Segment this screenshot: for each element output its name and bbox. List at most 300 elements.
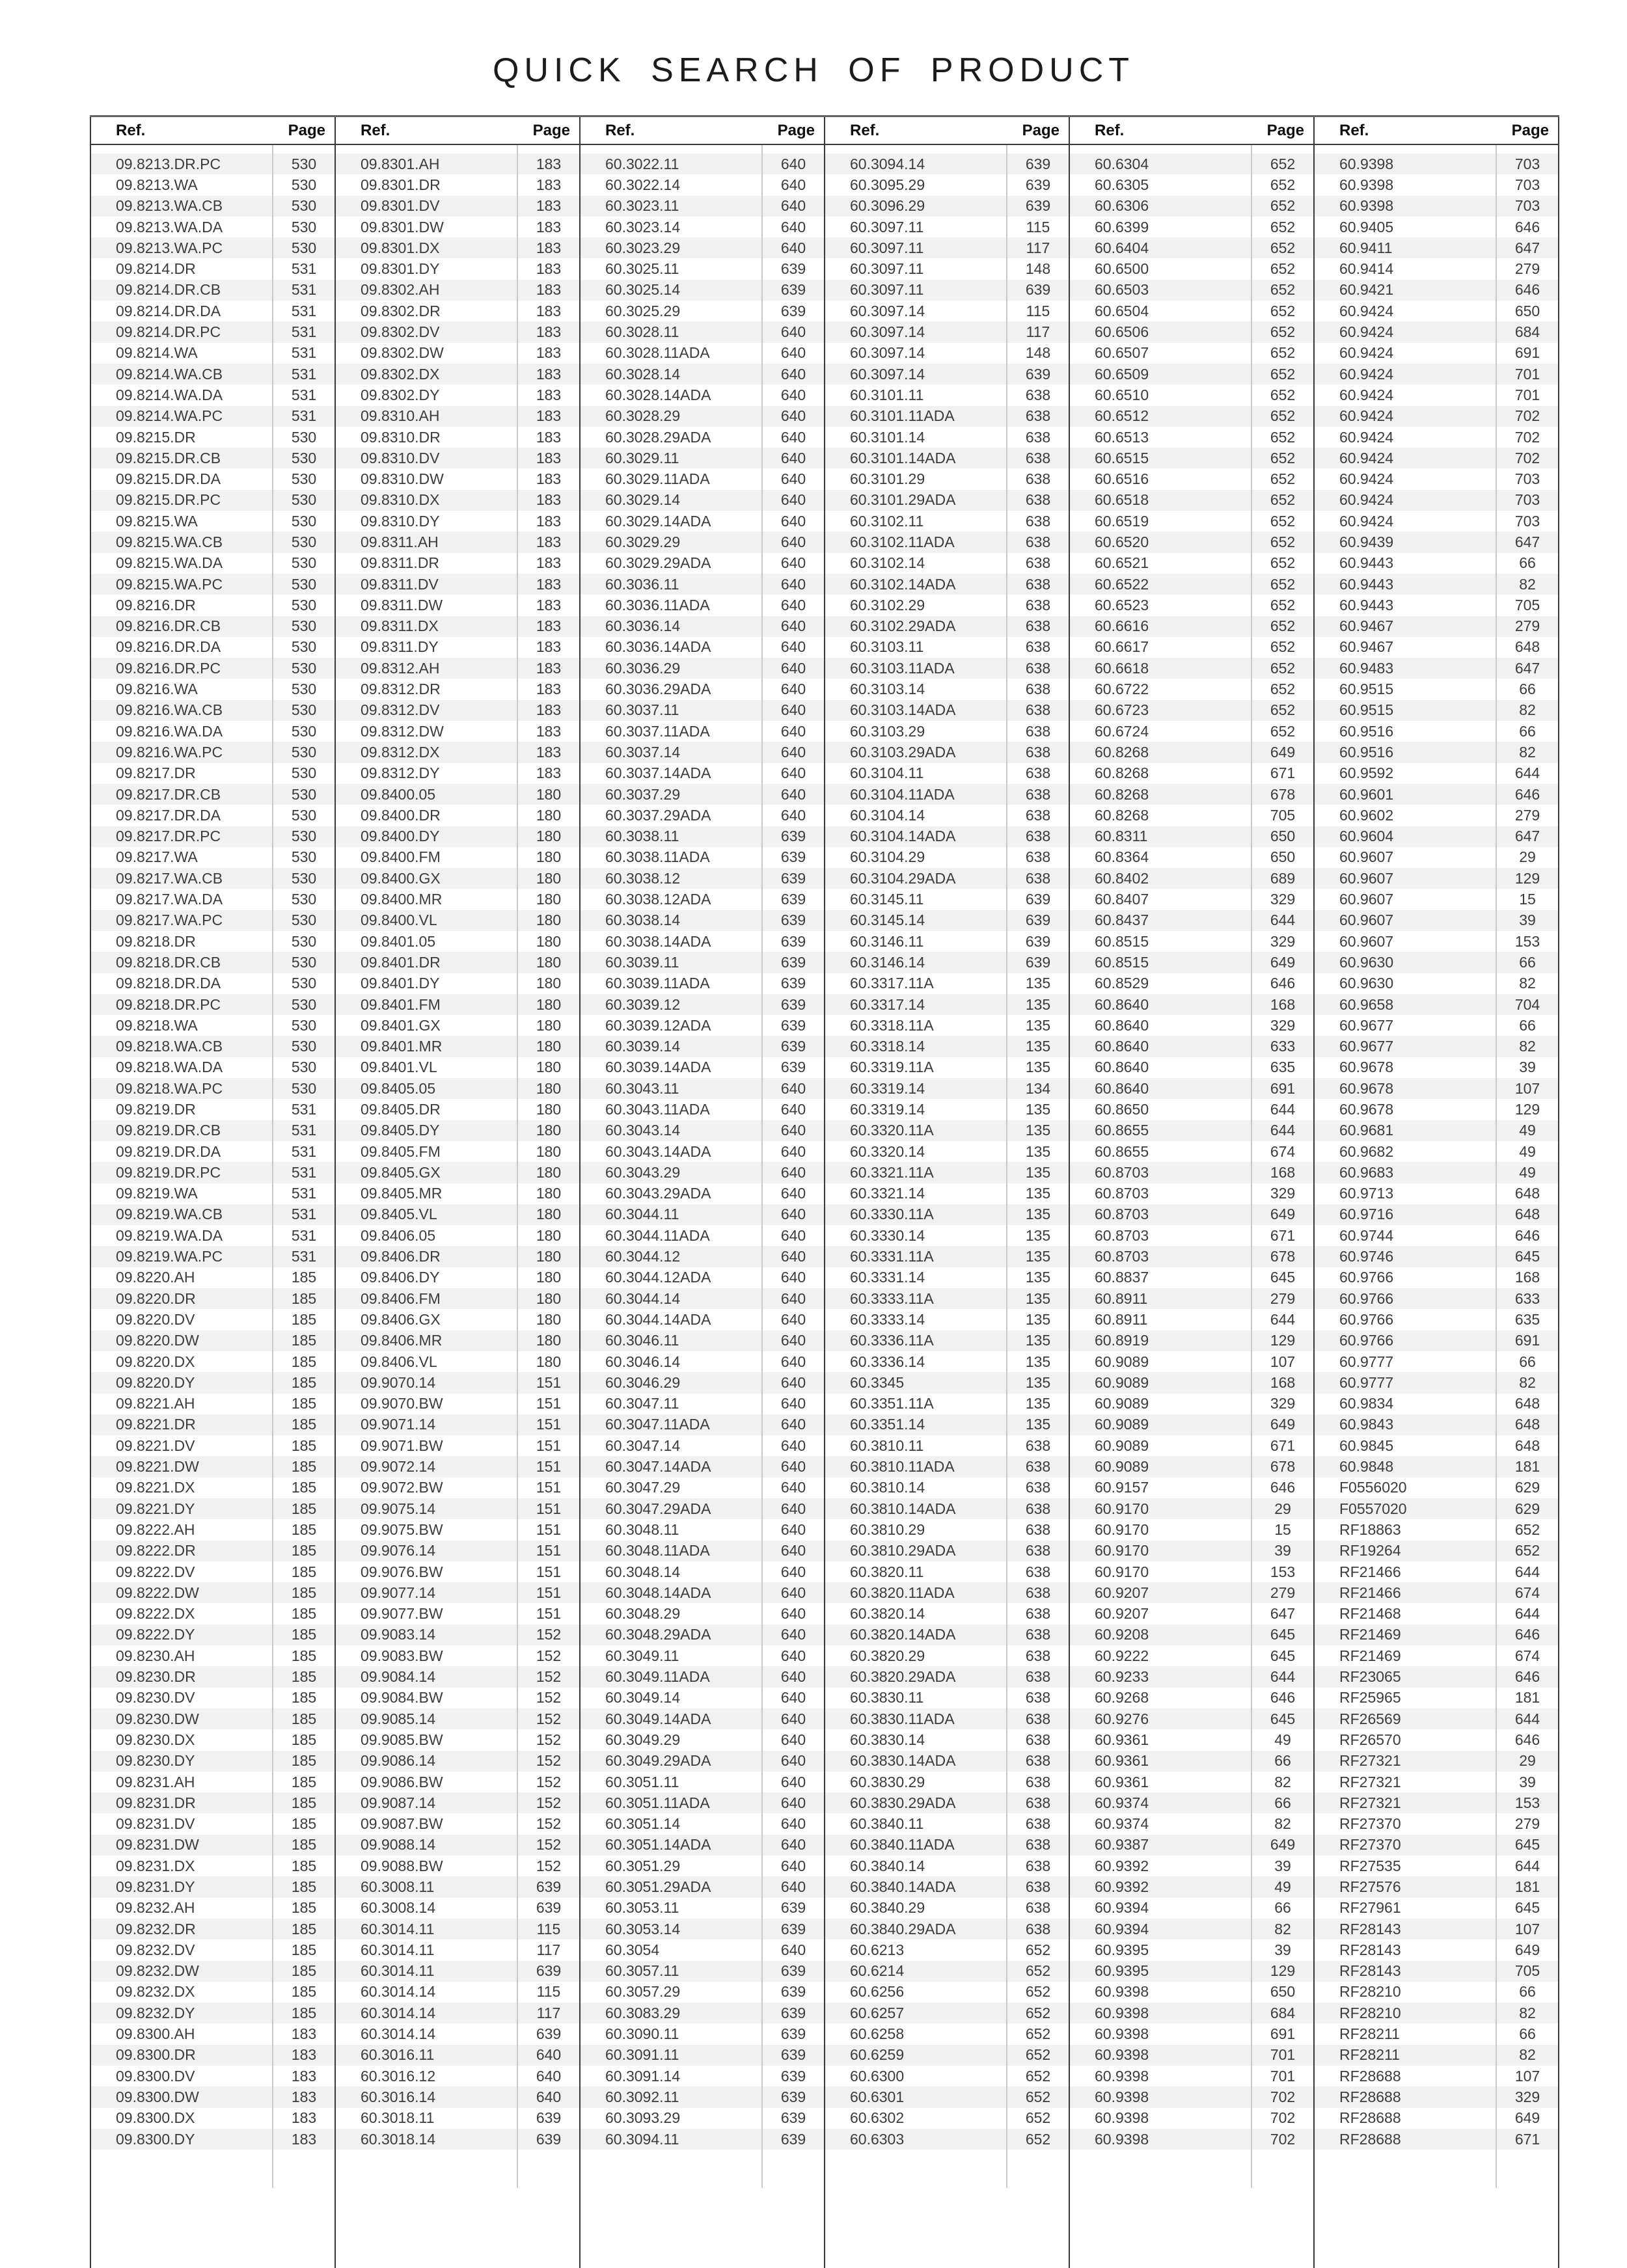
table-row: [1315, 1204, 1558, 1225]
page-cell: 639: [780, 911, 806, 929]
ref-cell: 09.8405.05: [361, 1079, 436, 1097]
table-row: [1070, 1876, 1313, 1897]
ref-cell: 09.8310.DV: [361, 449, 440, 466]
page-cell: 639: [780, 2025, 806, 2043]
ref-cell: RF18863: [1339, 1520, 1401, 1538]
page-cell: 168: [1514, 1269, 1540, 1286]
ref-cell: 60.3046.11: [605, 1332, 679, 1349]
page-cell: 640: [780, 218, 806, 236]
page-cell: 530: [291, 617, 317, 635]
table-row: [336, 784, 579, 805]
ref-cell: 09.9075.14: [361, 1500, 436, 1517]
table-row: [1315, 2066, 1558, 2086]
table-row: [336, 1645, 579, 1666]
ref-cell: 60.3333.11A: [850, 1289, 934, 1307]
table-row: [91, 973, 335, 994]
table-row: [336, 1015, 579, 1036]
ref-cell: 60.6519: [1095, 512, 1149, 530]
ref-cell: 60.9398: [1339, 197, 1394, 215]
ref-cell: 60.9601: [1339, 785, 1394, 803]
ref-cell: 60.3097.14: [850, 344, 925, 362]
ref-cell: 60.3049.14ADA: [605, 1710, 711, 1727]
ref-cell: 60.3101.14: [850, 428, 925, 446]
table-row: [91, 1876, 335, 1897]
ref-cell: 09.8406.FM: [361, 1289, 441, 1307]
ref-cell: 60.8703: [1095, 1163, 1149, 1181]
ref-cell: 60.3820.11ADA: [850, 1584, 955, 1601]
page-cell: 168: [1270, 1373, 1296, 1391]
ref-cell: 60.3320.11A: [850, 1122, 934, 1139]
ref-cell: 09.8219.DR: [116, 1101, 196, 1118]
ref-cell: 60.3038.12: [605, 869, 681, 887]
page-cell: 151: [536, 1500, 562, 1517]
page-cell: 648: [1514, 1437, 1540, 1454]
ref-cell: 60.9394: [1095, 1899, 1149, 1917]
table-row: [1315, 1078, 1558, 1099]
ref-cell: 09.8216.WA.DA: [116, 722, 223, 740]
ref-cell: 60.3029.29ADA: [605, 554, 711, 572]
page-cell: 82: [1519, 1373, 1536, 1391]
ref-cell: 60.3053.11: [605, 1899, 679, 1917]
table-row: [825, 1519, 1069, 1540]
page-cell: 530: [291, 975, 317, 992]
page-cell: 638: [1025, 596, 1051, 614]
table-row: [1315, 1645, 1558, 1666]
table-row: [1070, 217, 1313, 237]
ref-cell: 60.3097.11: [850, 218, 924, 236]
page-cell: 135: [1025, 1416, 1051, 1433]
ref-cell: 09.8311.DX: [361, 617, 439, 635]
ref-cell: 09.8405.DY: [361, 1122, 440, 1139]
table-row: [825, 1225, 1069, 1246]
table-row: [825, 847, 1069, 868]
ref-cell: 60.9398: [1095, 2130, 1149, 2148]
table-row: [336, 1225, 579, 1246]
page-cell: 531: [291, 344, 317, 362]
ref-cell: 60.3051.14ADA: [605, 1836, 711, 1854]
ref-cell: 09.8217.DR.CB: [116, 785, 221, 803]
table-row: [336, 1876, 579, 1897]
ref-cell: 60.9089: [1095, 1373, 1149, 1391]
table-row: [825, 385, 1069, 405]
page-cell: 640: [780, 1605, 806, 1623]
table-row: [336, 1751, 579, 1772]
ref-cell: 60.3047.14ADA: [605, 1458, 711, 1476]
table-row: [825, 826, 1069, 847]
ref-cell: 60.3028.14: [605, 365, 681, 383]
ref-cell: 60.3810.11ADA: [850, 1458, 955, 1476]
page-column-header: Page: [288, 121, 325, 139]
ref-cell: 60.3103.29: [850, 722, 925, 740]
page-cell: 329: [1270, 932, 1296, 950]
page-cell: 638: [1025, 722, 1051, 740]
table-row: [825, 2003, 1069, 2023]
page-cell: 531: [291, 323, 317, 341]
page-cell: 183: [536, 281, 562, 299]
ref-cell: 60.9268: [1095, 1689, 1149, 1707]
table-row: [1070, 2003, 1313, 2023]
page-cell: 652: [1025, 1983, 1051, 2001]
table-row: [1315, 280, 1558, 301]
ref-cell: 60.3101.29ADA: [850, 491, 956, 509]
ref-cell: 60.8640: [1095, 1038, 1149, 1055]
page-cell: 531: [291, 1101, 317, 1118]
table-row: [1315, 784, 1558, 805]
page-cell: 129: [1514, 869, 1540, 887]
table-row: [825, 2086, 1069, 2107]
table-row: [336, 637, 579, 658]
ref-cell: 60.9424: [1339, 344, 1394, 362]
ref-cell: 60.3047.29ADA: [605, 1500, 711, 1517]
page-cell: 633: [1270, 1038, 1296, 1055]
ref-cell: 60.3103.14ADA: [850, 701, 956, 719]
table-row: [336, 1856, 579, 1876]
page-cell: 183: [536, 764, 562, 782]
ref-cell: 60.3103.14: [850, 681, 925, 698]
ref-cell: 60.6723: [1095, 701, 1149, 719]
ref-cell: RF21468: [1339, 1605, 1401, 1623]
table-row: [91, 343, 335, 364]
page-cell: 148: [1025, 260, 1051, 278]
table-row: [581, 385, 824, 405]
page-cell: 639: [536, 1878, 562, 1895]
page-cell: 639: [780, 281, 806, 299]
table-row: [1315, 679, 1558, 699]
page-cell: 645: [1270, 1626, 1296, 1643]
table-row: [825, 973, 1069, 994]
table-row: [1315, 1183, 1558, 1204]
page-cell: 180: [536, 1185, 562, 1202]
page-cell: 135: [1025, 1206, 1051, 1223]
page-cell: 705: [1270, 806, 1296, 824]
page-cell: 640: [780, 1542, 806, 1559]
page-cell: 151: [536, 1584, 562, 1601]
ref-cell: 60.9678: [1339, 1059, 1394, 1076]
page-cell: 115: [536, 1920, 561, 1937]
ref-cell: 09.9087.14: [361, 1794, 436, 1811]
page-cell: 135: [1025, 1395, 1051, 1412]
ref-cell: 09.8302.DW: [361, 344, 444, 362]
page-cell: 638: [1025, 1563, 1051, 1580]
table-row: [825, 595, 1069, 615]
ref-cell: 60.9398: [1095, 2109, 1149, 2127]
table-row: [1315, 1856, 1558, 1876]
ref-cell: 60.3048.29: [605, 1605, 681, 1623]
table-row: [91, 468, 335, 489]
ref-cell: 60.8268: [1095, 806, 1149, 824]
page-cell: 702: [1270, 2130, 1296, 2148]
ref-cell: 60.3043.11ADA: [605, 1101, 710, 1118]
page-cell: 652: [1025, 1962, 1051, 1980]
page-cell: 640: [780, 806, 806, 824]
page-cell: 151: [536, 1605, 562, 1623]
table-row: [1315, 1099, 1558, 1120]
page-cell: 531: [291, 1122, 317, 1139]
ref-cell: 60.8407: [1095, 891, 1149, 908]
ref-cell: 60.9713: [1339, 1185, 1394, 1202]
ref-cell: 09.8222.DY: [116, 1626, 195, 1643]
page-cell: 639: [780, 1038, 806, 1055]
page-cell: 180: [536, 1226, 562, 1244]
table-row: [1070, 448, 1313, 468]
ref-cell: 60.9443: [1339, 575, 1394, 593]
page-cell: 82: [1519, 701, 1536, 719]
table-row: [825, 931, 1069, 952]
ref-cell: 09.8301.DV: [361, 197, 440, 215]
table-row: [1315, 490, 1558, 511]
page-cell: 638: [1025, 1836, 1051, 1854]
ref-cell: 09.8230.DX: [116, 1731, 195, 1748]
ref-cell: 60.3048.14: [605, 1563, 681, 1580]
table-row: [581, 258, 824, 279]
page-cell: 117: [1026, 239, 1050, 256]
ref-cell: 60.3333.14: [850, 1310, 925, 1328]
page-cell: 638: [1025, 554, 1051, 572]
ref-cell: 60.3319.11A: [850, 1059, 934, 1076]
table-row: [581, 994, 824, 1015]
page-cell: 640: [780, 1731, 806, 1748]
table-row: [91, 1478, 335, 1498]
table-row: [825, 2129, 1069, 2150]
ref-cell: 09.9072.14: [361, 1458, 436, 1476]
page-cell: 629: [1514, 1500, 1540, 1517]
table-row: [1070, 364, 1313, 385]
page-cell: 638: [1025, 1605, 1051, 1623]
ref-cell: 09.8401.FM: [361, 995, 441, 1013]
table-row: [336, 1582, 579, 1603]
table-row: [1315, 1141, 1558, 1162]
table-row: [91, 553, 335, 574]
ref-cell: 60.3104.14: [850, 806, 925, 824]
page-cell: 183: [536, 596, 562, 614]
page-cell: 652: [1270, 554, 1296, 572]
page-cell: 652: [1270, 659, 1296, 677]
page-cell: 185: [291, 1941, 317, 1958]
table-row: [825, 532, 1069, 552]
table-row: [1070, 196, 1313, 217]
ref-cell: RF25965: [1339, 1689, 1401, 1707]
ref-cell: 60.9207: [1095, 1584, 1149, 1601]
page-cell: 185: [291, 1689, 317, 1707]
ref-cell: 60.3044.12ADA: [605, 1269, 711, 1286]
ref-cell: 09.8216.DR.PC: [116, 659, 221, 677]
table-row: [1070, 1036, 1313, 1057]
ref-cell: 60.9424: [1339, 470, 1394, 488]
page-cell: 639: [536, 1899, 562, 1917]
table-row: [336, 1898, 579, 1919]
table-row: [581, 2003, 824, 2023]
table-row: [91, 196, 335, 217]
column-group-header: [825, 117, 1069, 145]
table-row: [1070, 1225, 1313, 1246]
table-row: [825, 1772, 1069, 1792]
table-row: [1070, 1057, 1313, 1078]
ref-cell: 60.9424: [1339, 491, 1394, 509]
table-row: [91, 742, 335, 763]
page-cell: 648: [1514, 1206, 1540, 1223]
table-row: [91, 174, 335, 195]
ref-cell: 60.3039.11: [605, 953, 679, 971]
page-cell: 329: [1514, 2088, 1540, 2105]
page-cell: 640: [780, 1626, 806, 1643]
page-cell: 135: [1025, 975, 1051, 992]
page-cell: 279: [1270, 1584, 1296, 1601]
table-row: [1070, 2108, 1313, 2129]
ref-cell: 09.8216.WA: [116, 681, 198, 698]
page-column-header: Page: [1266, 121, 1304, 139]
table-row: [581, 805, 824, 826]
table-row: [91, 1225, 335, 1246]
page-cell: 644: [1514, 1605, 1540, 1623]
table-row: [91, 321, 335, 342]
ref-cell: 60.9170: [1095, 1500, 1149, 1517]
ref-cell: 09.8217.WA.DA: [116, 891, 223, 908]
ref-cell: 60.8515: [1095, 932, 1149, 950]
ref-cell: 09.8231.DY: [116, 1878, 195, 1895]
ref-cell: 09.9084.BW: [361, 1689, 443, 1707]
ref-cell: 60.9424: [1339, 407, 1394, 425]
page-cell: 530: [291, 891, 317, 908]
page-cell: 652: [1025, 2109, 1051, 2127]
page-cell: 640: [780, 1458, 806, 1476]
ref-cell: 60.9395: [1095, 1962, 1149, 1980]
table-row: [581, 1729, 824, 1750]
page-cell: 652: [1270, 386, 1296, 403]
ref-cell: 60.9170: [1095, 1520, 1149, 1538]
table-row: [1070, 1078, 1313, 1099]
table-row: [1315, 2086, 1558, 2107]
page-cell: 639: [780, 975, 806, 992]
column-group-header: [91, 117, 335, 145]
ref-cell: 09.8221.DY: [116, 1500, 195, 1517]
page-cell: 652: [1270, 575, 1296, 593]
table-row: [91, 1141, 335, 1162]
table-row: [825, 1982, 1069, 2003]
ref-cell: 09.8220.DY: [116, 1373, 195, 1391]
ref-cell: 60.3029.29: [605, 533, 681, 550]
ref-cell: 60.9443: [1339, 596, 1394, 614]
page-cell: 652: [1025, 2025, 1051, 2043]
page-cell: 639: [780, 869, 806, 887]
table-row: [91, 448, 335, 468]
page-cell: 638: [1025, 1437, 1051, 1454]
page-cell: 279: [1514, 260, 1540, 278]
table-row: [336, 237, 579, 258]
ref-cell: 60.3104.11: [850, 764, 924, 782]
page-cell: 152: [536, 1836, 562, 1854]
table-row: [1315, 1351, 1558, 1372]
ref-cell: 60.9276: [1095, 1710, 1149, 1727]
table-row: [91, 994, 335, 1015]
ref-cell: RF28688: [1339, 2109, 1401, 2127]
ref-cell: 60.9630: [1339, 953, 1394, 971]
table-row: [581, 616, 824, 637]
ref-cell: 60.3101.29: [850, 470, 925, 488]
table-row: [581, 1036, 824, 1057]
table-row: [336, 553, 579, 574]
page-cell: 640: [780, 1836, 806, 1854]
table-row: [1315, 910, 1558, 931]
ref-cell: 60.3093.29: [605, 2109, 681, 2127]
page-cell: 180: [536, 869, 562, 887]
page-cell: 530: [291, 659, 317, 677]
page-cell: 638: [1025, 428, 1051, 446]
table-row: [581, 1519, 824, 1540]
table-row: [581, 847, 824, 868]
ref-cell: 60.3104.29: [850, 848, 925, 866]
table-row: [336, 1162, 579, 1183]
table-row: [1070, 973, 1313, 994]
page-cell: 640: [780, 1163, 806, 1181]
table-row: [1070, 1939, 1313, 1960]
page-cell: 183: [291, 2130, 317, 2148]
ref-cell: 09.8219.WA.PC: [116, 1248, 223, 1265]
ref-cell: RF27576: [1339, 1878, 1401, 1895]
ref-cell: 60.8919: [1095, 1332, 1149, 1349]
ref-cell: 09.8220.AH: [116, 1269, 195, 1286]
table-row: [1070, 700, 1313, 721]
page-cell: 185: [291, 1310, 317, 1328]
page-cell: 180: [536, 1248, 562, 1265]
table-row: [1070, 1288, 1313, 1309]
ref-cell: 60.3037.11: [605, 701, 679, 719]
page-cell: 185: [291, 1752, 317, 1770]
ref-cell: 60.3048.11ADA: [605, 1542, 710, 1559]
page-cell: 39: [1519, 1773, 1536, 1790]
page-cell: 531: [291, 1185, 317, 1202]
ref-cell: 60.3028.11ADA: [605, 344, 710, 362]
table-row: [1315, 868, 1558, 889]
ref-cell: 60.3038.12ADA: [605, 891, 711, 908]
ref-cell: 09.8221.DX: [116, 1479, 195, 1496]
page-cell: 639: [780, 953, 806, 971]
table-row: [1070, 553, 1313, 574]
page-cell: 530: [291, 764, 317, 782]
table-row: [336, 595, 579, 615]
ref-cell: 60.8402: [1095, 869, 1149, 887]
page-cell: 185: [291, 1731, 317, 1748]
page-cell: 115: [1026, 302, 1050, 319]
ref-cell: RF28211: [1339, 2025, 1400, 2043]
page-cell: 185: [291, 1962, 317, 1980]
ref-cell: 60.9630: [1339, 975, 1394, 992]
table-row: [91, 1414, 335, 1435]
ref-cell: 09.8218.DR: [116, 932, 196, 950]
ref-cell: 60.9089: [1095, 1458, 1149, 1476]
ref-cell: 09.9086.BW: [361, 1773, 443, 1790]
table-row: [825, 994, 1069, 1015]
page-cell: 639: [780, 932, 806, 950]
page-cell: 640: [780, 470, 806, 488]
ref-cell: 09.8231.AH: [116, 1773, 195, 1790]
page-cell: 180: [536, 1269, 562, 1286]
ref-cell: 09.8218.DR.DA: [116, 975, 221, 992]
page-cell: 185: [291, 1878, 317, 1895]
table-row: [91, 2086, 335, 2107]
table-row: [336, 1414, 579, 1435]
ref-cell: 09.8310.DW: [361, 470, 444, 488]
page-cell: 183: [536, 176, 562, 193]
page-cell: 640: [780, 1520, 806, 1538]
page-cell: 652: [1270, 533, 1296, 550]
table-row: [1070, 1792, 1313, 1813]
ref-cell: 09.9072.BW: [361, 1479, 443, 1496]
ref-cell: 09.8214.WA.PC: [116, 407, 223, 425]
page-cell: 329: [1270, 1016, 1296, 1034]
table-row: [581, 1372, 824, 1393]
ref-cell: 09.8213.DR.PC: [116, 155, 221, 172]
page-cell: 66: [1274, 1899, 1291, 1917]
